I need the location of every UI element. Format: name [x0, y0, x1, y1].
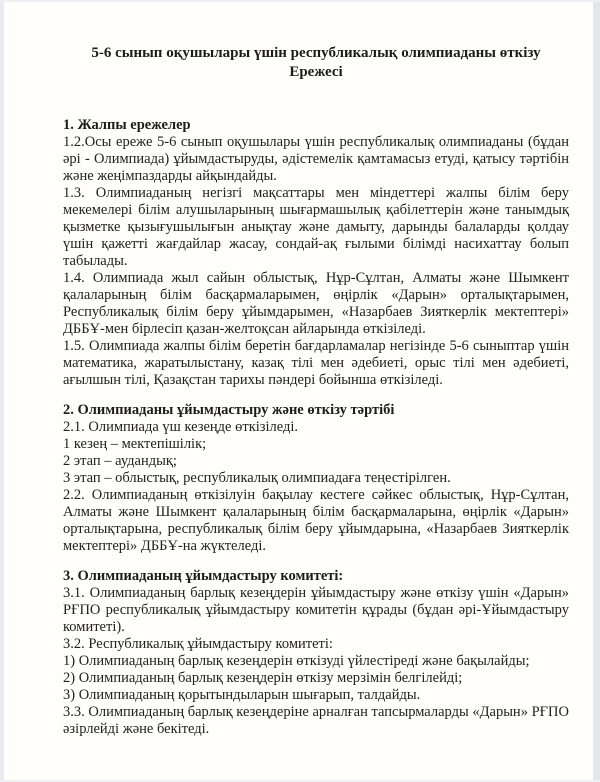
section-organization-procedure-heading: 2. Олимпиаданы ұйымдастыру және өткізу тәртібі	[63, 402, 395, 418]
committee-item-2: 2) Олимпиаданың барлық кезеңдерін өткізу мерзімін белгілейді;	[63, 670, 463, 686]
paragraph-2-2: 2.2. Олимпиаданың өткізілуін бақылау кестеге сәйкес облыстық, Нұр-Сұлтан, Алматы және Шымкент қалаларының білім басқармаларына, өңірлік «Дарын» орталықтарына, республикалық білім беру ұйымдарына, «Назарбаев Зияткерлік мектептері» ДББҰ-на жүктеледі.	[63, 487, 569, 554]
section-general-rules	[63, 117, 569, 389]
stage-3-line: 3 этап – облыстық, республикалық олимпиадаға теңестірілген.	[63, 470, 451, 486]
document-title-line2: Ережесі	[289, 64, 343, 80]
paragraph-1-3: 1.3. Олимпиаданың негізгі мақсаттары мен міндеттері жалпы білім беру мекемелері білім алушыларының шығармашылық қабілеттерін және танымдық қызметке қызығушылығын анықтау және дамыту, дарынды балаларды қолдау үшін қажетті жағдайлар жасау, сондай-ақ ғылыми білімді насихаттау болып табылады.	[63, 185, 569, 269]
document-title-line1: 5-6 сынып оқушылары үшін республикалық олимпиаданы өткізу	[91, 45, 541, 61]
paragraph-1-2: 1.2.Осы ереже 5-6 сынып оқушылары үшін республикалық олимпиаданы (бұдан әрі - Олимпиада) ұйымдастыруды, әдістемелік қамтамасыз етуді, қатысу тәртібін және жеңімпаздарды айқындайды.	[63, 134, 569, 184]
paragraph-2-1: 2.1. Олимпиада үш кезеңде өткізіледі.	[63, 419, 299, 435]
photo-edge-left	[0, 0, 4, 782]
photo-edge-right	[593, 0, 600, 782]
paragraph-3-3: 3.3. Олимпиаданың барлық кезеңдеріне арналған тапсырмаларды «Дарын» РҒПО әзірлейді және бекітеді.	[63, 704, 569, 737]
stage-2-line: 2 этап – аудандық;	[63, 453, 177, 469]
paragraph-1-5: 1.5. Олимпиада жалпы білім беретін бағдарламалар негізінде 5-6 сыныптар үшін математика, жаратылыстану, казақ тілі мен әдебиеті, орыс тілі мен әдебиеті, ағылшын тілі, Қазақстан тарихы пәндері бойынша өткізіледі.	[63, 338, 569, 388]
paragraph-1-4: 1.4. Олимпиада жыл сайын облыстық, Нұр-Сұлтан, Алматы және Шымкент қалаларының білім басқармаларымен, өңірлік «Дарын» орталықтарымен, Республикалық білім беру ұйымдарымен, «Назарбаев Зияткерлік мектептері» ДББҰ-мен бірлесіп қазан-желтоқсан айларында өткізіледі.	[63, 270, 569, 337]
section-organizing-committee-heading: 3. Олимпиаданың ұйымдастыру комитеті:	[63, 568, 344, 584]
photo-edge-top	[0, 0, 600, 2]
committee-item-1: 1) Олимпиаданың барлық кезеңдерін өткізуді үйлестіреді және бақылайды;	[63, 653, 530, 669]
section-general-rules-heading: 1. Жалпы ережелер	[63, 117, 191, 133]
section-organization-procedure	[63, 402, 569, 555]
stage-1-line: 1 кезең – мектепішілік;	[63, 436, 207, 452]
paragraph-3-2: 3.2. Республикалық ұйымдастыру комитеті:	[63, 636, 333, 652]
document-title	[63, 44, 569, 82]
section-organizing-committee	[63, 568, 569, 738]
paragraph-3-1: 3.1. Олимпиаданың барлық кезеңдерін ұйымдастыру және өткізу үшін «Дарын» РҒПО республикалық ұйымдастыру комитетін құрады (бұдан әрі-Ұйымдастыру комитеті).	[63, 585, 569, 635]
document-content	[63, 44, 569, 738]
committee-item-3: 3) Олимпиаданың қорытындыларын шығарып, талдайды.	[63, 687, 421, 703]
